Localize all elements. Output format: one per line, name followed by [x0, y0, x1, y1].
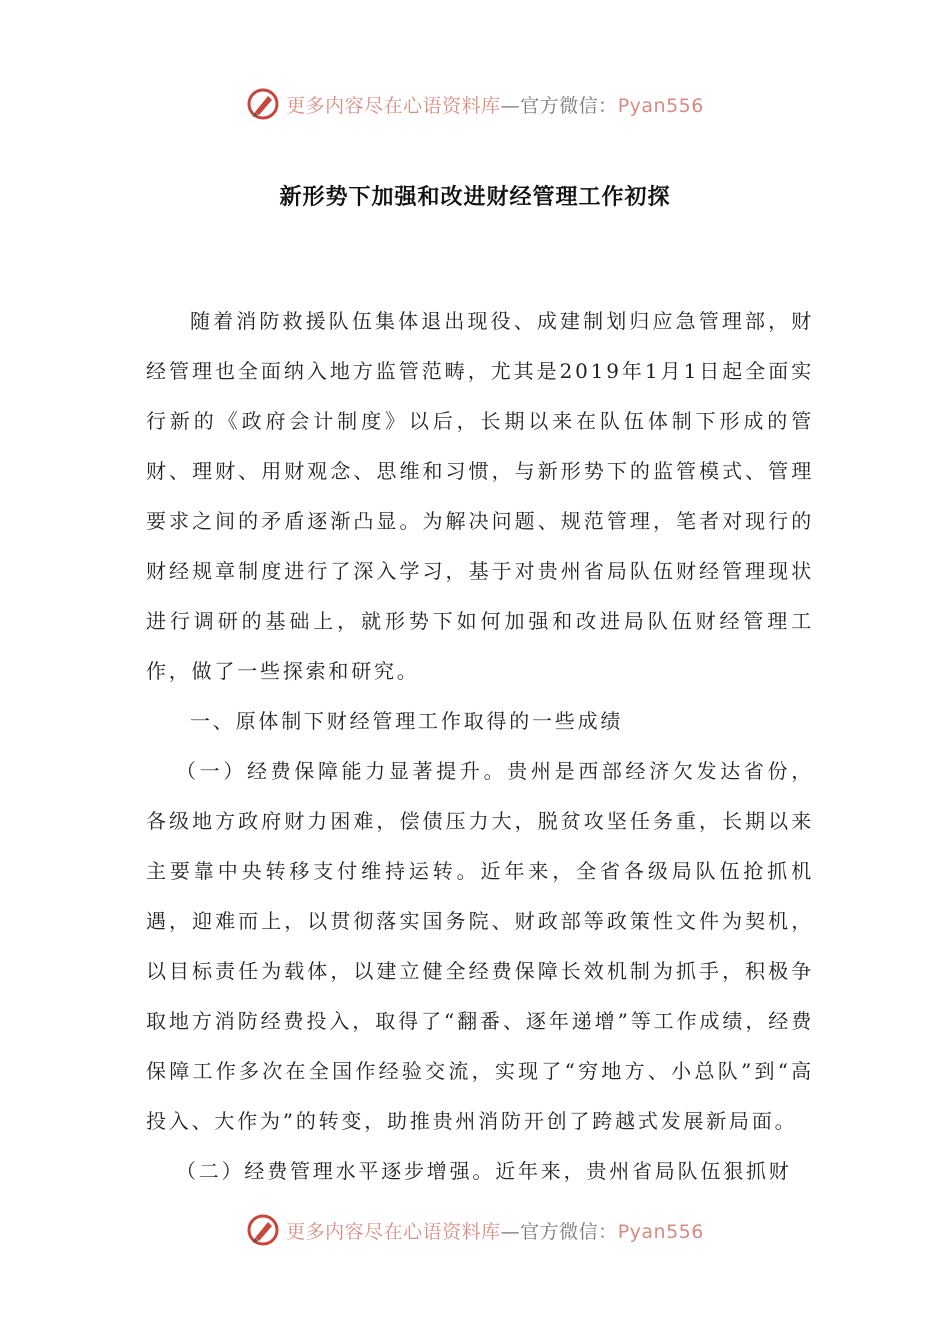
- pen-logo-icon: [246, 87, 280, 121]
- watermark-official-label: 官方微信：: [520, 1220, 618, 1243]
- watermark-brand: 更多内容尽在心语资料库: [286, 1220, 501, 1243]
- watermark-header: [0, 84, 950, 124]
- watermark-wechat-id: Pyan556: [617, 94, 704, 117]
- watermark-brand: 更多内容尽在心语资料库: [286, 94, 501, 117]
- document-title: 新形势下加强和改进财经管理工作初探: [279, 185, 671, 210]
- document-body: [146, 296, 814, 1196]
- paragraph-subsection-2: （二）经费管理水平逐步增强。近年来，贵州省局队伍狠抓财: [176, 1159, 792, 1183]
- watermark-dash: —: [500, 1220, 521, 1243]
- paragraph-intro: 随着消防救援队伍集体退出现役、成建制划归应急管理部，财经管理也全面纳入地方监管范畴，尤其是2019年1月1日起全面实行新的《政府会计制度》以后，长期以来在队伍体制下形成的管财、理财、用财观念、思维和习惯，与新形势下的监管模式、管理要求之间的矛盾逐渐凸显。为解决问题、规范管理，笔者对现行的财经规章制度进行了深入学习，基于对贵州省局队伍财经管理现状进行调研的基础上，就形势下如何加强和改进局队伍财经管理工作，做了一些探索和研究。: [146, 309, 814, 683]
- watermark-dash: —: [500, 94, 521, 117]
- watermark-footer: [0, 1210, 950, 1250]
- watermark-official-label: 官方微信：: [520, 94, 618, 117]
- paragraph-subsection-1: （一）经费保障能力显著提升。贵州是西部经济欠发达省份，各级地方政府财力困难，偿债压力大，脱贫攻坚任务重，长期以来主要靠中央转移支付维持运转。近年来，全省各级局队伍抢抓机遇，迎难而上，以贯彻落实国务院、财政部等政策性文件为契机，以目标责任为载体，以建立健全经费保障长效机制为抓手，积极争取地方消防经费投入，取得了“翻番、逐年递增”等工作成绩，经费保障工作多次在全国作经验交流，实现了“穷地方、小总队”到“高投入、大作为”的转变，助推贵州消防开创了跨越式发展新局面。: [146, 759, 814, 1133]
- watermark-text: [286, 91, 704, 118]
- watermark-wechat-id: Pyan556: [617, 1220, 704, 1243]
- pen-logo-icon: [246, 1213, 280, 1247]
- section-heading-1: 一、原体制下财经管理工作取得的一些成绩: [190, 709, 624, 733]
- watermark-text: [286, 1217, 704, 1244]
